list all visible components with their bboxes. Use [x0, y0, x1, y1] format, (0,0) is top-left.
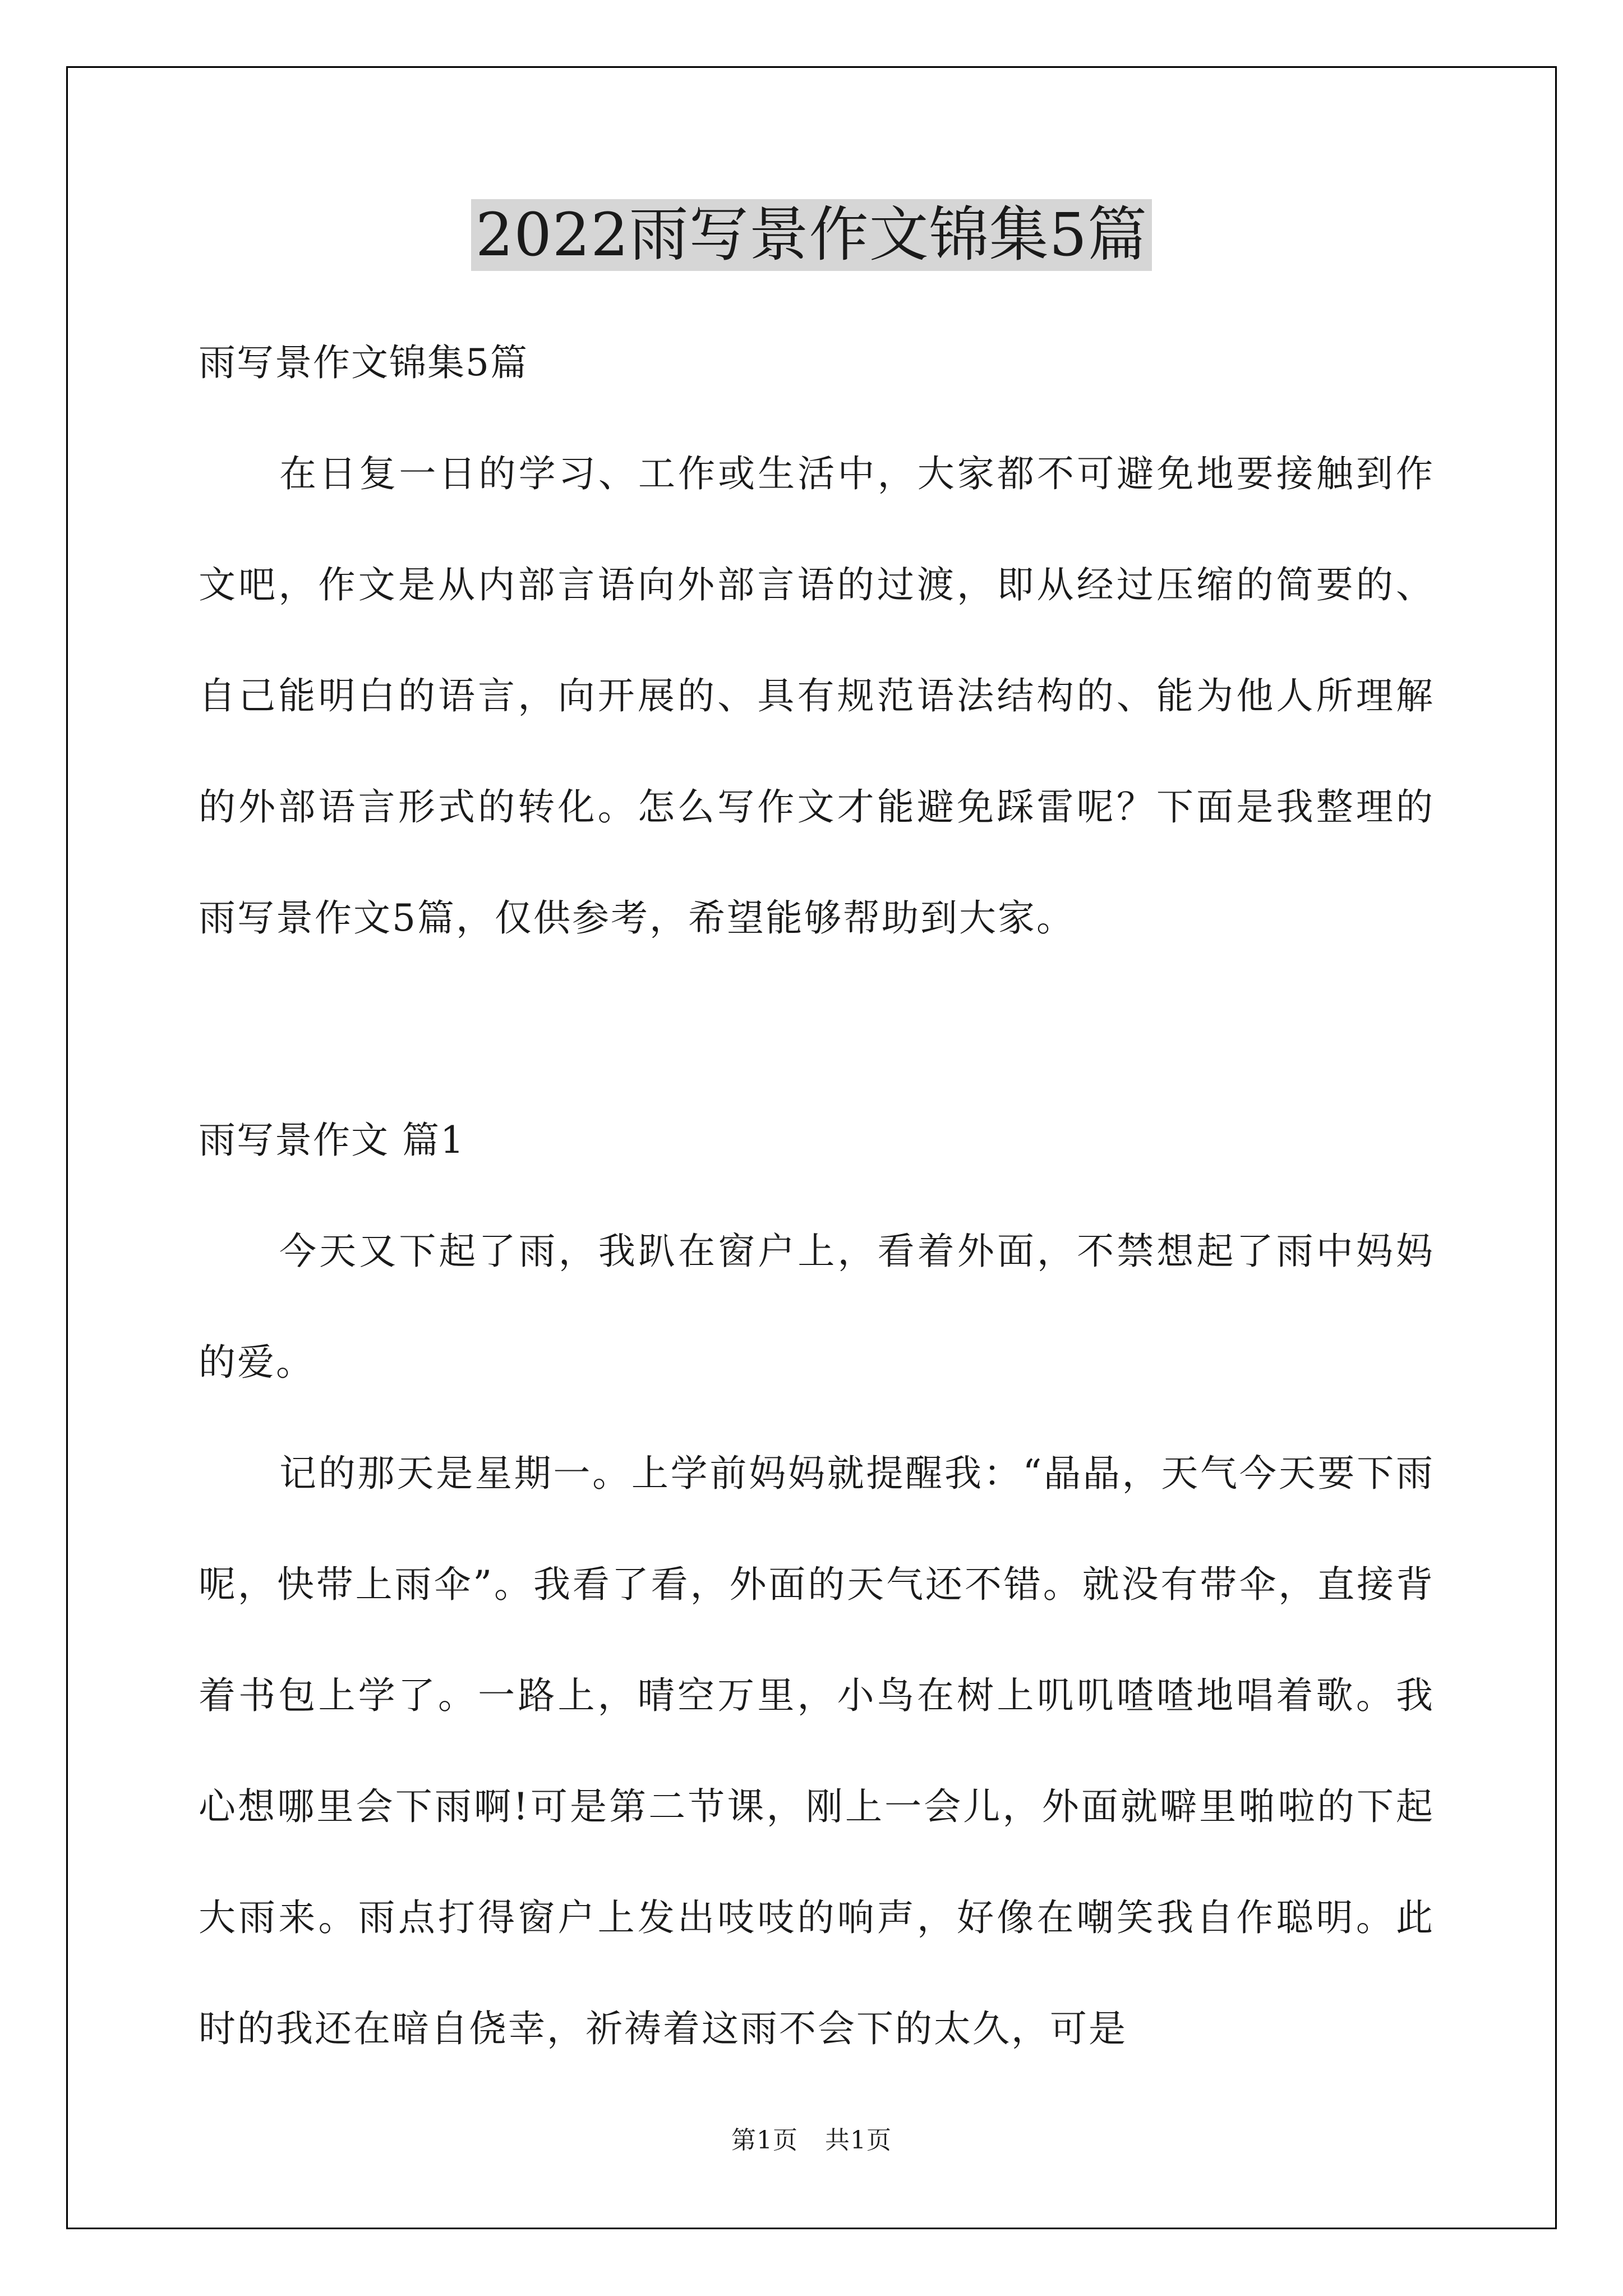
page-total: 共1页	[825, 2126, 892, 2155]
section-heading: 雨写景作文 篇1	[199, 1119, 465, 1162]
page-number: 第1页	[731, 2126, 798, 2155]
page-footer	[0, 2124, 1623, 2157]
body-paragraph: 今天又下起了雨，我趴在窗户上，看着外面，不禁想起了雨中妈妈的爱。	[199, 1230, 1435, 1384]
body-paragraph: 记的那天是星期一。上学前妈妈就提醒我：“晶晶，天气今天要下雨呢，快带上雨伞”。我看了看，外面的天气还不错。就没有带伞，直接背着书包上学了。一路上，晴空万里，小鸟在树上叽叽喳喳地唱着歌。我心想哪里会下雨啊!可是第二节课，刚上一会儿，外面就噼里啪啦的下起大雨来。雨点打得窗户上发出吱吱的响声，好像在嘲笑我自作聪明。此时的我还在暗自侥幸，祈祷着这雨不会下的太久，可是	[199, 1452, 1435, 2050]
document-subtitle: 雨写景作文锦集5篇	[199, 341, 528, 384]
intro-paragraph: 在日复一日的学习、工作或生活中，大家都不可避免地要接触到作文吧，作文是从内部言语向外部言语的过渡，即从经过压缩的简要的、自己能明白的语言，向开展的、具有规范语法结构的、能为他人所理解的外部语言形式的转化。怎么写作文才能避免踩雷呢？下面是我整理的雨写景作文5篇，仅供参考，希望能够帮助到大家。	[199, 452, 1435, 940]
document-title-text: 2022雨写景作文锦集5篇	[471, 199, 1152, 271]
document-title	[0, 199, 1623, 271]
document-body	[199, 307, 1435, 2085]
